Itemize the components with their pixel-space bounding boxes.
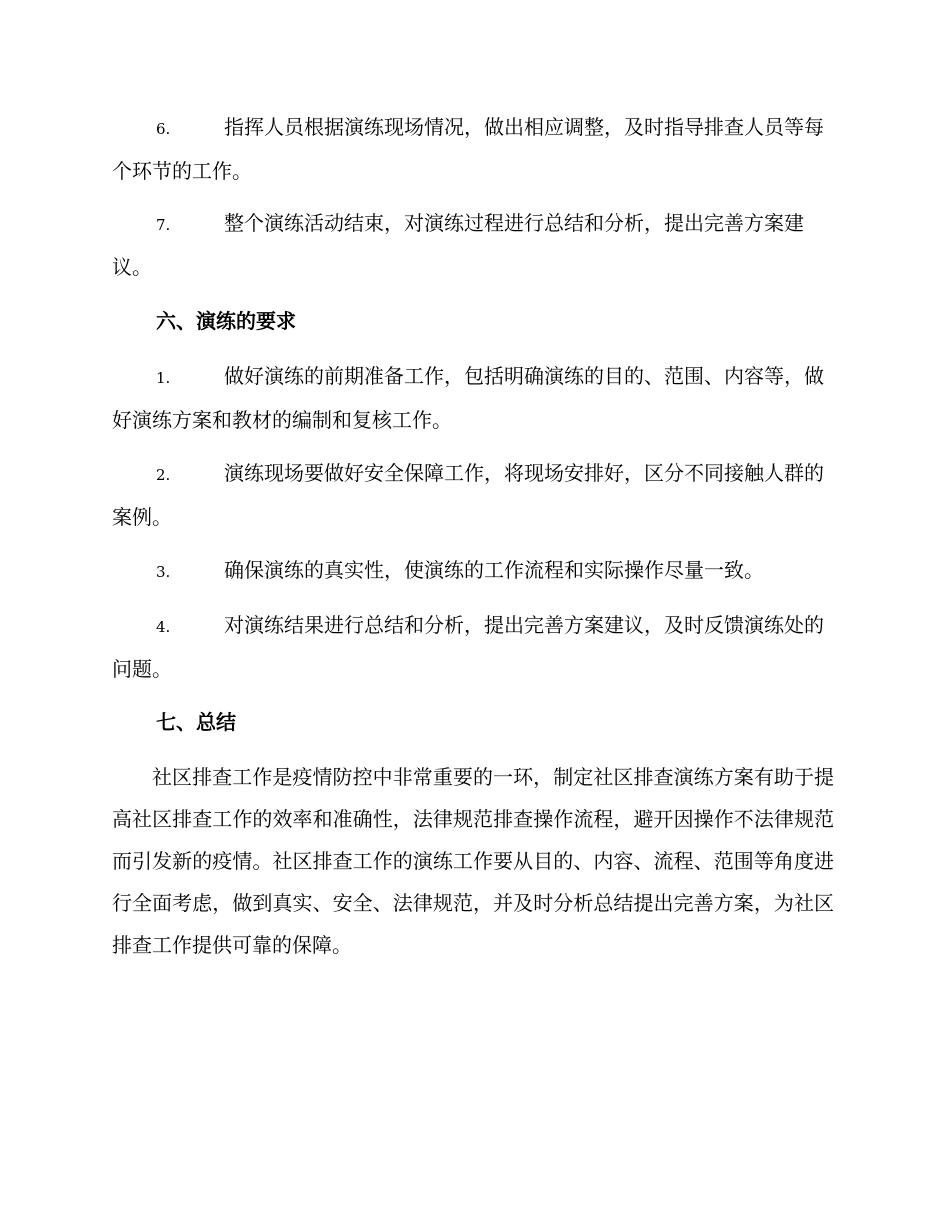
list-item-2 (112, 452, 834, 538)
list-item-7 (112, 202, 834, 288)
list-number: 7. (156, 216, 171, 234)
list-number: 2. (156, 466, 171, 484)
section-heading-requirements: 六、演练的要求 (156, 309, 296, 333)
list-item-1 (112, 355, 834, 441)
section-heading-summary: 七、总结 (156, 710, 236, 734)
list-text: 确保演练的真实性，使演练的工作流程和实际操作尽量一致。 (224, 558, 764, 582)
list-item-3 (112, 549, 834, 593)
list-number: 4. (156, 618, 171, 636)
list-text: 做好演练的前期准备工作，包括明确演练的目的、范围、内容等，做好演练方案和教材的编制和复核工作。 (112, 364, 824, 432)
list-text: 演练现场要做好安全保障工作，将现场安排好，区分不同接触人群的案例。 (112, 461, 824, 529)
list-item-6 (112, 106, 834, 192)
summary-paragraph: 社区排查工作是疫情防控中非常重要的一环，制定社区排查演练方案有助于提高社区排查工作的效率和准确性，法律规范排查操作流程，避开因操作不法律规范而引发新的疫情。社区排查工作的演练工作要从目的、内容、流程、范围等角度进行全面考虑，做到真实、安全、法律规范，并及时分析总结提出完善方案，为社区排查工作提供可靠的保障。 (112, 765, 834, 957)
list-text: 对演练结果进行总结和分析，提出完善方案建议，及时反馈演练处的问题。 (112, 613, 824, 681)
list-text: 指挥人员根据演练现场情况，做出相应调整，及时指导排查人员等每个环节的工作。 (112, 115, 824, 183)
list-number: 3. (156, 563, 171, 581)
list-text: 整个演练活动结束，对演练过程进行总结和分析，提出完善方案建议。 (112, 211, 804, 279)
list-number: 6. (156, 120, 171, 138)
list-item-4 (112, 604, 834, 690)
list-number: 1. (156, 369, 171, 387)
